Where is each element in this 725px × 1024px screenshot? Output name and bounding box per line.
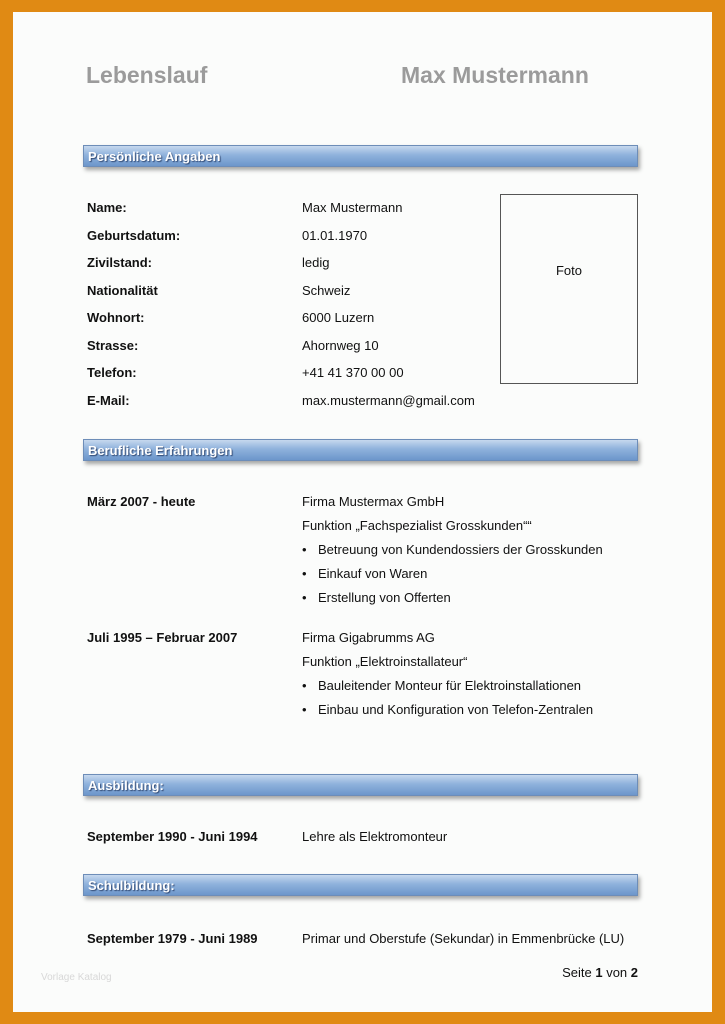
section-title-education: Ausbildung: xyxy=(88,778,164,793)
page-total: 2 xyxy=(630,965,638,980)
task-text: Erstellung von Offerten xyxy=(318,590,451,605)
section-bar-personal xyxy=(83,145,638,167)
photo-placeholder xyxy=(500,194,638,384)
personal-value: 6000 Luzern xyxy=(302,310,375,325)
page-number xyxy=(562,965,638,980)
person-name-heading: Max Mustermann xyxy=(401,62,589,88)
experience-period: März 2007 - heute xyxy=(87,494,196,509)
experience-task xyxy=(302,702,593,717)
section-title-experience: Berufliche Erfahrungen xyxy=(88,443,233,458)
personal-email[interactable]: max.mustermann@gmail.com xyxy=(302,393,475,408)
personal-label: Wohnort: xyxy=(87,310,145,325)
experience-company: Firma Mustermax GmbH xyxy=(302,494,445,509)
experience-period: Juli 1995 – Februar 2007 xyxy=(87,630,238,645)
document-title: Lebenslauf xyxy=(86,62,208,88)
personal-value: Ahornweg 10 xyxy=(302,338,379,353)
school-text: Primar und Oberstufe (Sekundar) in Emmenbrücke (LU) xyxy=(302,931,625,946)
experience-role: Funktion „Elektroinstallateur“ xyxy=(302,654,468,669)
experience-task xyxy=(302,542,603,557)
bullet-icon: • xyxy=(302,590,307,605)
bullet-icon: • xyxy=(302,702,307,717)
section-bar-experience xyxy=(83,439,638,461)
personal-label: Strasse: xyxy=(87,338,139,353)
personal-value: +41 41 370 00 00 xyxy=(302,365,404,380)
education-period: September 1990 - Juni 1994 xyxy=(87,829,258,844)
task-text: Einbau und Konfiguration von Telefon-Zentralen xyxy=(318,702,594,717)
personal-label: Telefon: xyxy=(87,365,137,380)
experience-task xyxy=(302,678,581,693)
personal-value: Max Mustermann xyxy=(302,200,403,215)
task-text: Betreuung von Kundendossiers der Grosskunden xyxy=(318,542,603,557)
watermark: Vorlage Katalog xyxy=(41,972,112,983)
personal-label: E-Mail: xyxy=(87,393,130,408)
task-text: Einkauf von Waren xyxy=(318,566,428,581)
page-prefix: Seite xyxy=(562,965,596,980)
cv-page xyxy=(13,12,712,1012)
bullet-icon: • xyxy=(302,542,307,557)
bullet-icon: • xyxy=(302,566,307,581)
photo-label: Foto xyxy=(555,263,582,278)
personal-label: Zivilstand: xyxy=(87,255,153,270)
personal-value: Schweiz xyxy=(302,283,351,298)
page-middle: von xyxy=(602,965,631,980)
experience-task xyxy=(302,566,427,581)
personal-label: Nationalität xyxy=(87,283,158,298)
section-title-school: Schulbildung: xyxy=(88,878,175,893)
section-bar-education xyxy=(83,774,638,796)
personal-value: ledig xyxy=(302,255,330,270)
section-bar-school xyxy=(83,874,638,896)
section-title-personal: Persönliche Angaben xyxy=(88,149,221,164)
experience-company: Firma Gigabrumms AG xyxy=(302,630,435,645)
page-current: 1 xyxy=(595,965,603,980)
experience-role: Funktion „Fachspezialist Grosskunden““ xyxy=(302,518,532,533)
task-text: Bauleitender Monteur für Elektroinstallationen xyxy=(318,678,582,693)
personal-label: Geburtsdatum: xyxy=(87,228,181,243)
experience-task xyxy=(302,590,451,605)
school-period: September 1979 - Juni 1989 xyxy=(87,931,258,946)
education-text: Lehre als Elektromonteur xyxy=(302,829,448,844)
bullet-icon: • xyxy=(302,678,307,693)
personal-value: 01.01.1970 xyxy=(302,228,368,243)
personal-label: Name: xyxy=(87,200,127,215)
